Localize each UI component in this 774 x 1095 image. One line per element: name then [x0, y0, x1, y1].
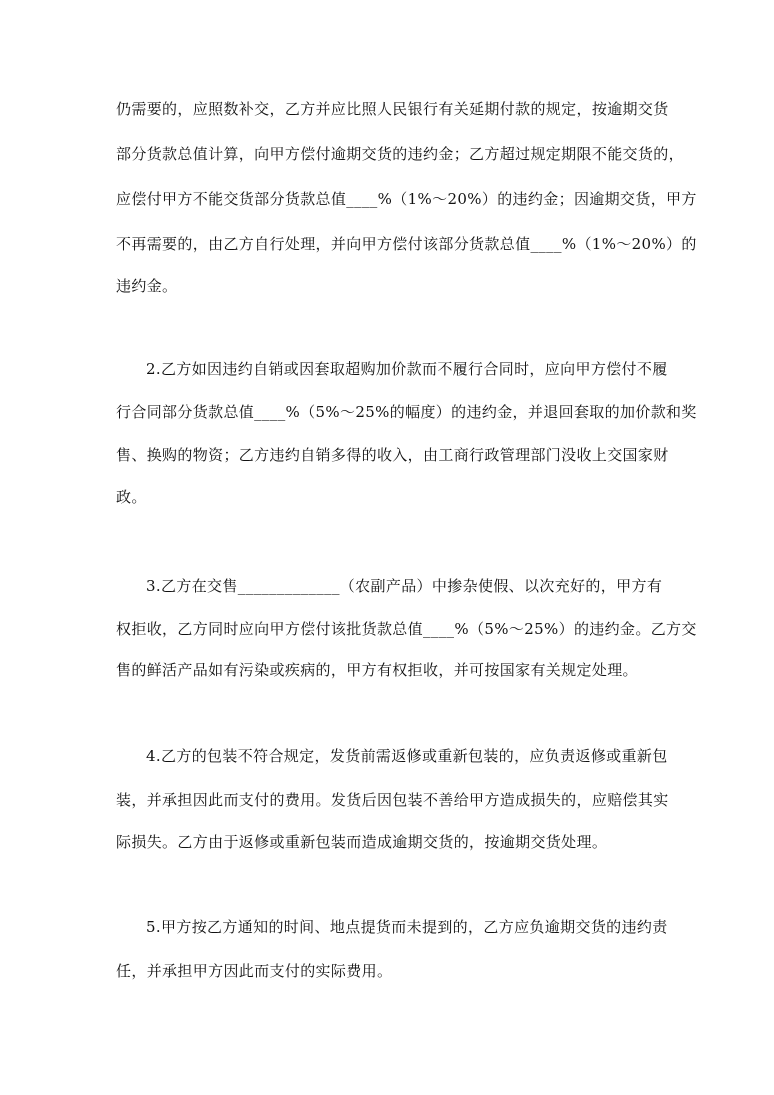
text-line: 装，并承担因此而支付的费用。发货后因包装不善给甲方造成损失的，应赔偿其实	[116, 791, 669, 809]
text-line: 不再需要的，由乙方自行处理，并向甲方偿付该部分货款总值____%（1%～20%）的	[116, 235, 697, 253]
text-line: 际损失。乙方由于返修或重新包装而造成逾期交货的，按逾期交货处理。	[116, 833, 608, 851]
text-line: 违约金。	[116, 277, 178, 295]
text-line: 政。	[116, 488, 147, 506]
text-line: 权拒收，乙方同时应向甲方偿付该批货款总值____%（5%～25%）的违约金。乙方交	[116, 620, 697, 638]
text-line: 4.乙方的包装不符合规定，发货前需返修或重新包装的，应负责返修或重新包	[146, 747, 668, 765]
text-line: 2.乙方如因违约自销或因套取超购加价款而不履行合同时，应向甲方偿付不履	[146, 360, 668, 378]
text-line: 5.甲方按乙方通知的时间、地点提货而未提到的，乙方应负逾期交货的违约责	[146, 918, 668, 936]
text-line: 任，并承担甲方因此而支付的实际费用。	[116, 962, 393, 980]
text-line: 行合同部分货款总值____%（5%～25%的幅度）的违约金，并退回套取的加价款和奖	[116, 403, 697, 421]
text-line: 3.乙方在交售_____________（农副产品）中掺杂使假、以次充好的，甲方有	[146, 577, 663, 595]
text-line: 应偿付甲方不能交货部分货款总值____%（1%～20%）的违约金；因逾期交货，甲方	[116, 190, 697, 208]
text-line: 售、换购的物资；乙方违约自销多得的收入，由工商行政管理部门没收上交国家财	[116, 446, 669, 464]
text-line: 售的鲜活产品如有污染或疾病的，甲方有权拒收，并可按国家有关规定处理。	[116, 661, 638, 679]
text-line: 仍需要的，应照数补交，乙方并应比照人民银行有关延期付款的规定，按逾期交货	[116, 100, 669, 118]
text-line: 部分货款总值计算，向甲方偿付逾期交货的违约金；乙方超过规定期限不能交货的，	[116, 145, 684, 163]
